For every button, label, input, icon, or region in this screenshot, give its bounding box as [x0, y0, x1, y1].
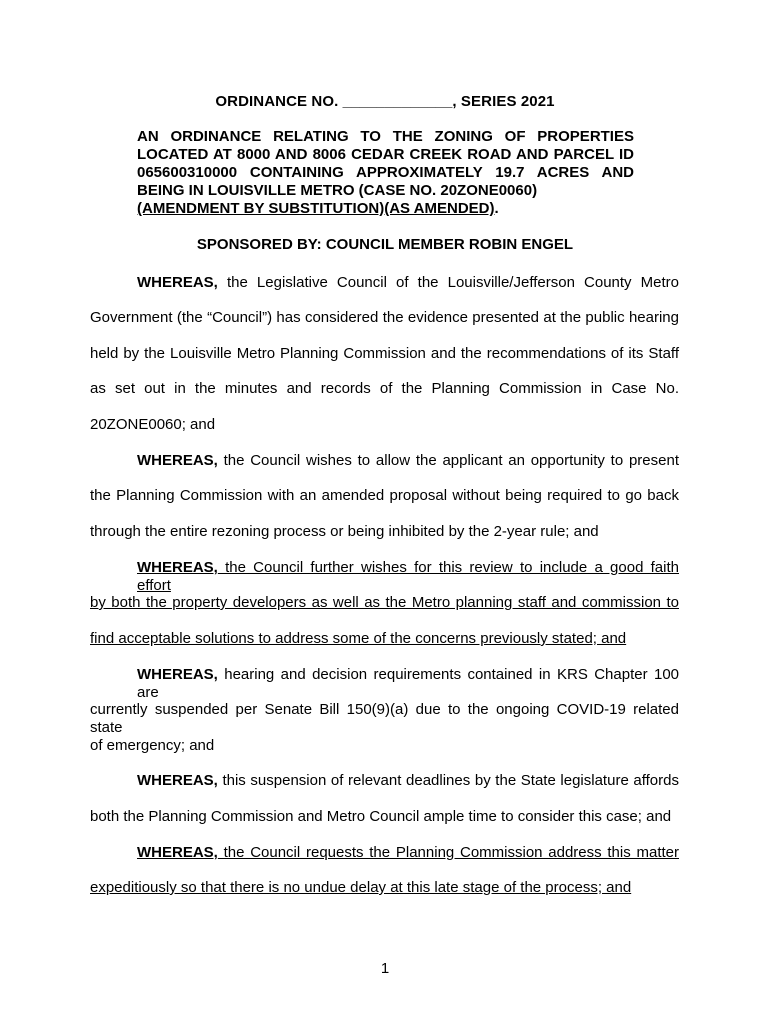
paragraph-1-line-4: as set out in the minutes and records of the Planning Commission in Case No. [90, 380, 679, 397]
whereas-label: WHEREAS, [137, 274, 218, 291]
paragraph-6-line-2: expeditiously so that there is no undue delay at this late stage of the process; and [90, 879, 632, 896]
paragraph-text: the Council requests the Planning Commission address this matter [217, 844, 679, 861]
whereas-label: WHEREAS, [137, 559, 218, 576]
sponsor-line: SPONSORED BY: COUNCIL MEMBER ROBIN ENGEL [196, 236, 574, 253]
paragraph-text: the Council further wishes for this review to include a good faith effort [137, 559, 679, 594]
paragraph-text: hearing and decision requirements contained in KRS Chapter 100 are [137, 666, 679, 701]
paragraph-4-line-1 [137, 666, 679, 702]
paragraph-6-line-1 [137, 844, 679, 862]
paragraph-text: the Council wishes to allow the applicant an opportunity to present [217, 452, 679, 469]
paragraph-2-line-1 [137, 452, 679, 470]
heading-line-3: 065600310000 CONTAINING APPROXIMATELY 19.7 ACRES AND [137, 164, 634, 181]
page-number: 1 [380, 960, 390, 977]
paragraph-text: this suspension of relevant deadlines by the State legislature affords [217, 772, 679, 789]
paragraph-2-line-3: through the entire rezoning process or being inhibited by the 2-year rule; and [90, 523, 599, 540]
whereas-label: WHEREAS, [137, 452, 218, 469]
paragraph-1-line-1 [137, 274, 679, 292]
ordinance-title: ORDINANCE NO. _____________, SERIES 2021 [215, 93, 555, 110]
heading-amendment-note: (AMENDMENT BY SUBSTITUTION)(AS AMENDED) [137, 200, 495, 217]
paragraph-1-line-3: held by the Louisville Metro Planning Commission and the recommendations of its Staff [90, 345, 679, 362]
paragraph-2-line-2: the Planning Commission with an amended proposal without being required to go back [90, 487, 679, 504]
paragraph-3-line-2: by both the property developers as well as the Metro planning staff and commission to [90, 594, 679, 611]
paragraph-1-line-2: Government (the “Council”) has considered the evidence presented at the public hearing [90, 309, 679, 326]
paragraph-1-line-5: 20ZONE0060; and [90, 416, 216, 433]
paragraph-4-line-3: of emergency; and [90, 737, 215, 754]
heading-line-2: LOCATED AT 8000 AND 8006 CEDAR CREEK ROAD AND PARCEL ID [137, 146, 634, 163]
whereas-label: WHEREAS, [137, 772, 218, 789]
paragraph-text: the Legislative Council of the Louisville/Jefferson County Metro [217, 274, 679, 291]
paragraph-4-line-2: currently suspended per Senate Bill 150(9)(a) due to the ongoing COVID-19 related state [90, 701, 679, 736]
whereas-label: WHEREAS, [137, 844, 218, 861]
whereas-label: WHEREAS, [137, 666, 218, 683]
heading-period: . [494, 200, 499, 217]
heading-line-4: BEING IN LOUISVILLE METRO (CASE NO. 20ZONE0060) [137, 182, 538, 199]
paragraph-5-line-2: both the Planning Commission and Metro Council ample time to consider this case; and [90, 808, 672, 825]
ordinance-heading [137, 128, 634, 218]
paragraph-5-line-1 [137, 772, 679, 790]
paragraph-3-line-3: find acceptable solutions to address some of the concerns previously stated; and [90, 630, 627, 647]
heading-line-1: AN ORDINANCE RELATING TO THE ZONING OF PROPERTIES [137, 128, 634, 145]
paragraph-3-line-1 [137, 559, 679, 595]
